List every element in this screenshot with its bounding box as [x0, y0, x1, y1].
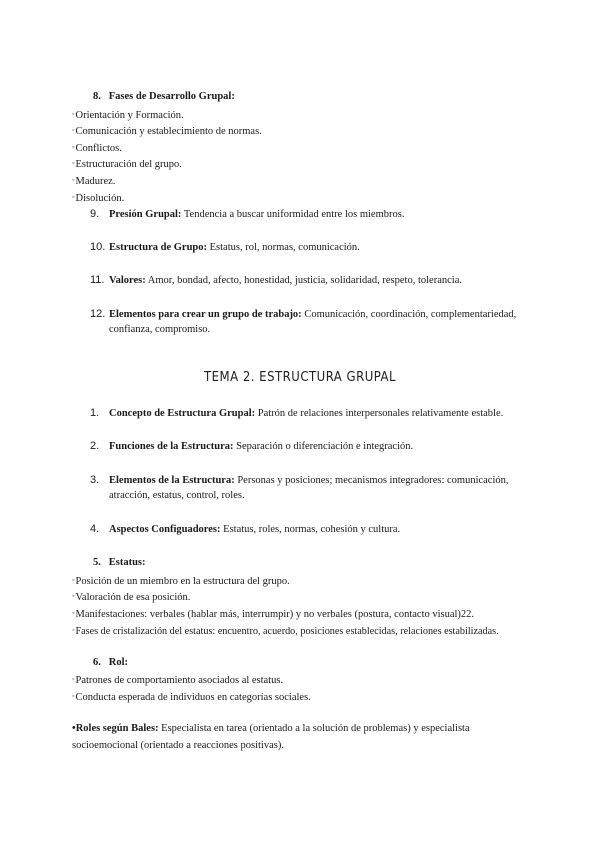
list-item: ◦Valoración de esa posición.	[72, 592, 191, 603]
list-item: ◦Madurez.	[72, 176, 116, 187]
list-item: ◦Posición de un miembro en la estructura del grupo.	[72, 576, 290, 587]
section-11: 11. Valores: Amor, bondad, afecto, honestidad, justicia, solidaridad, respeto, tolerancia.	[90, 274, 462, 286]
section-10: 10. Estructura de Grupo: Estatus, rol, normas, comunicación.	[90, 241, 360, 253]
list-item: ◦Fases de cristalización del estatus: encuentro, acuerdo, posiciones establecidas, relaciones estabilizadas.	[72, 626, 499, 637]
roles-bales-continued: socioemocional (orientado a reacciones positivas).	[72, 740, 284, 751]
section-12: 12. Elementos para crear un grupo de trabajo: Comunicación, coordinación, complementariedad,	[90, 308, 517, 320]
list-item: ◦Conducta esperada de individuos en categorías sociales.	[72, 692, 311, 703]
list-item: ◦Conflictos.	[72, 143, 122, 154]
section-12-continued: confianza, compromiso.	[109, 324, 211, 335]
tema-item-4: 4. Aspectos Configuadores: Estatus, roles, normas, cohesión y cultura.	[90, 523, 401, 535]
section-9: 9. Presión Grupal: Tendencia a buscar uniformidad entre los miembros.	[90, 208, 405, 220]
tema-item-3: 3. Elementos de la Estructura: Personas y posiciones; mecanismos integradores: comunicación,	[90, 474, 509, 486]
list-item: ◦Patrones de comportamiento asociados al estatus.	[72, 675, 284, 686]
tema-item-1: 1. Concepto de Estructura Grupal: Patrón de relaciones interpersonales relativamente estable.	[90, 407, 504, 419]
tema-item-6-heading: 6. Rol:	[93, 657, 128, 668]
tema-item-3-continued: atracción, estatus, control, roles.	[109, 490, 245, 501]
list-item: ◦Manifestaciones: verbales (hablar más, interrumpir) y no verbales (postura, contacto visual)22.	[72, 609, 475, 620]
list-item: ◦Estructuración del grupo.	[72, 159, 182, 170]
tema-item-2: 2. Funciones de la Estructura: Separación o diferenciación e integración.	[90, 440, 414, 452]
roles-bales: •Roles según Bales: Especialista en tarea (orientado a la solución de problemas) y especialista	[72, 723, 470, 734]
list-item: ◦Orientación y Formación.	[72, 110, 184, 121]
list-item: ◦Disolución.	[72, 193, 125, 204]
tema-item-5-heading: 5. Estatus:	[93, 557, 146, 568]
section-8-heading: 8. Fases de Desarrollo Grupal:	[93, 91, 235, 102]
list-item: ◦Comunicación y establecimiento de normas.	[72, 126, 262, 137]
tema-title: TEMA 2. ESTRUCTURA GRUPAL	[203, 370, 396, 385]
